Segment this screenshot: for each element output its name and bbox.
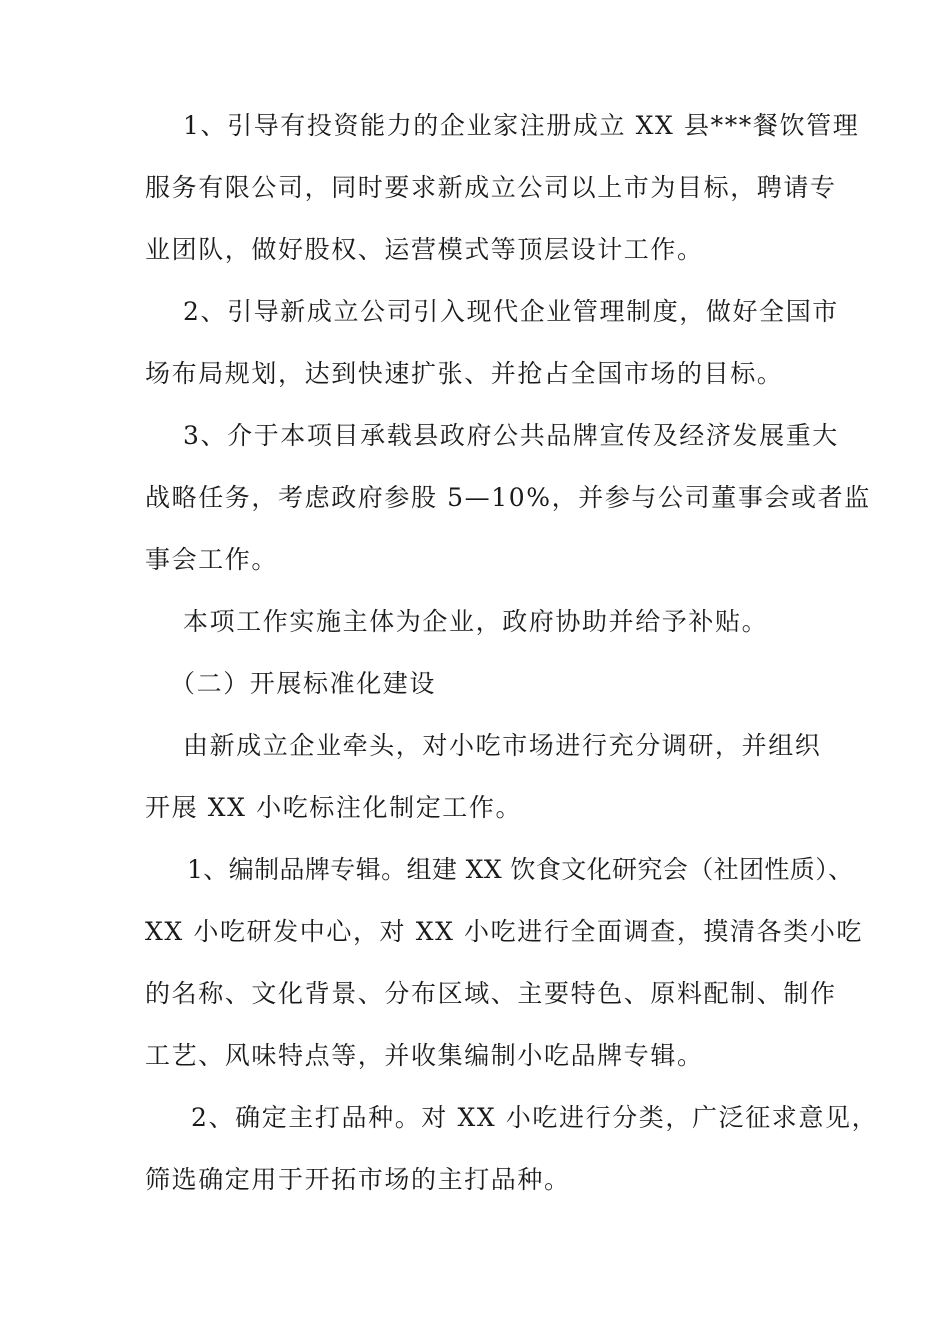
paragraph-4-line-1: 本项工作实施主体为企业，政府协助并给予补贴。: [183, 607, 769, 636]
paragraph-7-line-3: 的名称、文化背景、分布区域、主要特色、原料配制、制作: [145, 979, 837, 1008]
paragraph-3-line-2: 战略任务，考虑政府参股 5—10%，并参与公司董事会或者监: [145, 483, 871, 512]
paragraph-1-line-2: 服务有限公司，同时要求新成立公司以上市为目标，聘请专: [145, 173, 837, 202]
paragraph-8-line-1: 2、确定主打品种。对 XX 小吃进行分类，广泛征求意见，: [191, 1103, 879, 1132]
paragraph-7-line-4: 工艺、风味特点等，并收集编制小吃品牌专辑。: [145, 1041, 704, 1070]
paragraph-6-line-1: 由新成立企业牵头，对小吃市场进行充分调研，并组织: [183, 731, 822, 760]
paragraph-3-line-3: 事会工作。: [145, 545, 279, 574]
paragraph-1-line-3: 业团队，做好股权、运营模式等顶层设计工作。: [145, 235, 704, 264]
paragraph-7-line-2: XX 小吃研发中心，对 XX 小吃进行全面调查，摸清各类小吃: [145, 917, 864, 946]
paragraph-3-line-1: 3、介于本项目承载县政府公共品牌宣传及经济发展重大: [183, 421, 839, 450]
paragraph-1-line-1: 1、引导有投资能力的企业家注册成立 XX 县***餐饮管理: [183, 111, 860, 140]
section-heading: （二）开展标准化建设: [170, 669, 437, 698]
paragraph-2-line-2: 场布局规划，达到快速扩张、并抢占全国市场的目标。: [145, 359, 784, 388]
paragraph-2-line-1: 2、引导新成立公司引入现代企业管理制度，做好全国市: [183, 297, 839, 326]
paragraph-6-line-2: 开展 XX 小吃标注化制定工作。: [145, 793, 523, 822]
paragraph-7-line-1: 1、编制品牌专辑。组建 XX 饮食文化研究会（社团性质）、: [187, 855, 854, 884]
paragraph-8-line-2: 筛选确定用于开拓市场的主打品种。: [145, 1165, 571, 1194]
